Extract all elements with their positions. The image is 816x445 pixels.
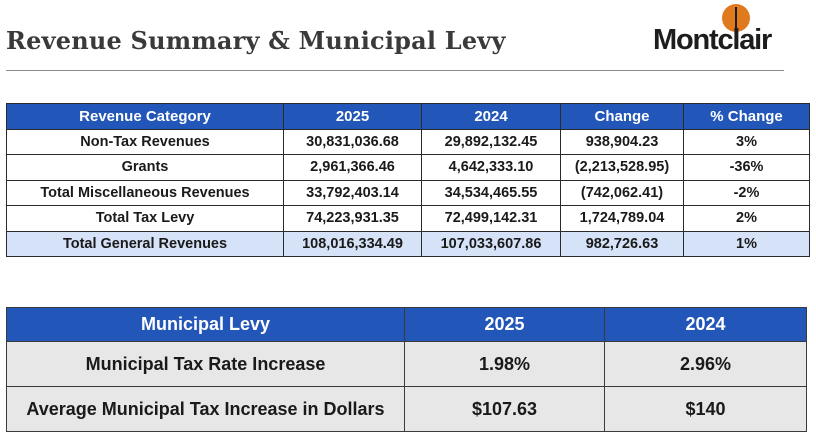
- value-2025-cell: 74,223,931.35: [284, 206, 422, 232]
- change-cell: 982,726.63: [561, 231, 684, 257]
- category-cell: Non-Tax Revenues: [7, 129, 284, 155]
- logo-text: Montclair: [653, 24, 772, 56]
- value-2025-cell: 108,016,334.49: [284, 231, 422, 257]
- value-2024-cell: 29,892,132.45: [422, 129, 561, 155]
- table-row: [7, 387, 807, 432]
- value-2024-cell: 72,499,142.31: [422, 206, 561, 232]
- levy-2024-cell: 2.96%: [605, 342, 807, 387]
- total-row: [7, 231, 810, 257]
- value-2025-cell: 30,831,036.68: [284, 129, 422, 155]
- category-cell: Total General Revenues: [7, 231, 284, 257]
- col-header-pct-change: % Change: [684, 104, 810, 130]
- category-cell: Grants: [7, 155, 284, 181]
- change-cell: 938,904.23: [561, 129, 684, 155]
- levy-2024-cell: $140: [605, 387, 807, 432]
- table-row: [7, 342, 807, 387]
- category-cell: Total Tax Levy: [7, 206, 284, 232]
- levy-header-row: [7, 308, 807, 342]
- change-cell: (742,062.41): [561, 180, 684, 206]
- col-header-2025: 2025: [405, 308, 605, 342]
- levy-2025-cell: $107.63: [405, 387, 605, 432]
- pct-change-cell: -36%: [684, 155, 810, 181]
- col-header-2024: 2024: [422, 104, 561, 130]
- levy-label-cell: Average Municipal Tax Increase in Dollars: [7, 387, 405, 432]
- col-header-category: Revenue Category: [7, 104, 284, 130]
- montclair-logo: [651, 4, 781, 58]
- category-cell: Total Miscellaneous Revenues: [7, 180, 284, 206]
- pct-change-cell: 1%: [684, 231, 810, 257]
- change-cell: 1,724,789.04: [561, 206, 684, 232]
- revenue-header-row: [7, 104, 810, 130]
- value-2025-cell: 33,792,403.14: [284, 180, 422, 206]
- table-row: [7, 155, 810, 181]
- table-row: [7, 129, 810, 155]
- value-2024-cell: 34,534,465.55: [422, 180, 561, 206]
- revenue-table: [6, 103, 810, 257]
- col-header-2024: 2024: [605, 308, 807, 342]
- title-divider: [6, 70, 784, 71]
- page-title: Revenue Summary & Municipal Levy: [6, 26, 506, 55]
- municipal-levy-table: [6, 307, 807, 432]
- levy-label-cell: Municipal Tax Rate Increase: [7, 342, 405, 387]
- col-header-change: Change: [561, 104, 684, 130]
- value-2024-cell: 107,033,607.86: [422, 231, 561, 257]
- change-cell: (2,213,528.95): [561, 155, 684, 181]
- value-2025-cell: 2,961,366.46: [284, 155, 422, 181]
- col-header-municipal-levy: Municipal Levy: [7, 308, 405, 342]
- pct-change-cell: 3%: [684, 129, 810, 155]
- table-row: [7, 180, 810, 206]
- col-header-2025: 2025: [284, 104, 422, 130]
- value-2024-cell: 4,642,333.10: [422, 155, 561, 181]
- pct-change-cell: -2%: [684, 180, 810, 206]
- table-row: [7, 206, 810, 232]
- levy-2025-cell: 1.98%: [405, 342, 605, 387]
- pct-change-cell: 2%: [684, 206, 810, 232]
